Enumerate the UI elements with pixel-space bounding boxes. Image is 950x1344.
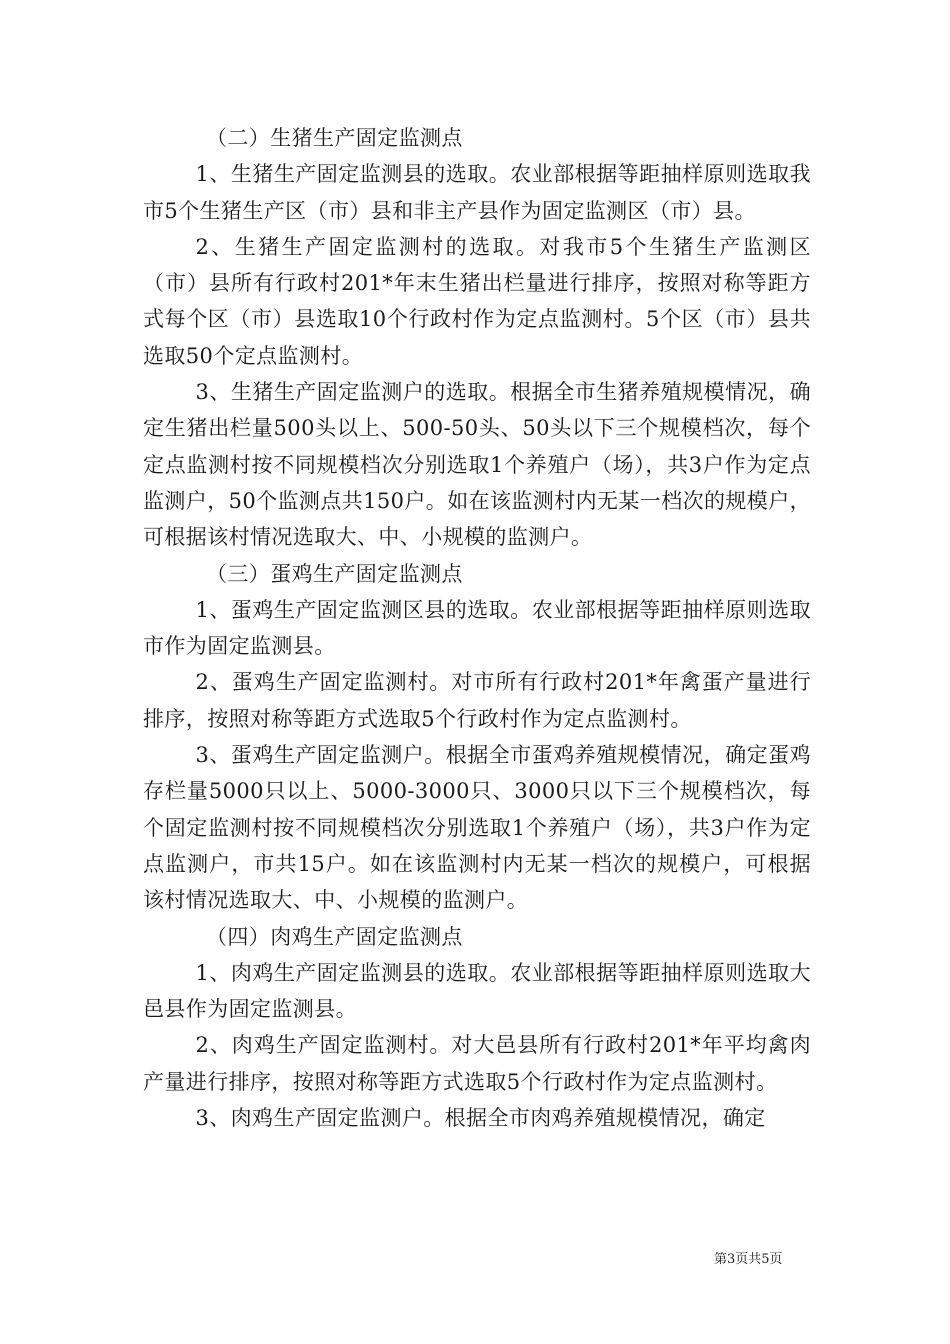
- page-number: 第3页共5页: [714, 1252, 783, 1267]
- section-heading-layer-chicken: （三）蛋鸡生产固定监测点: [206, 561, 463, 586]
- paragraph: 3、肉鸡生产固定监测户。根据全市肉鸡养殖规模情况，确定: [195, 1106, 766, 1131]
- paragraph: 2、蛋鸡生产固定监测村。对市所有行政村201*年禽蛋产量进行排序，按照对称等距方式选取5个行政村作为定点监测村。: [143, 670, 811, 731]
- paragraph: 1、蛋鸡生产固定监测区县的选取。农业部根据等距抽样原则选取市作为固定监测县。: [143, 597, 811, 659]
- section-heading-pig: （二）生猪生产固定监测点: [206, 126, 463, 150]
- paragraph: 2、肉鸡生产固定监测村。对大邑县所有行政村201*年平均禽肉产量进行排序，按照对称等距方式选取5个行政村作为定点监测村。: [143, 1033, 811, 1094]
- paragraph: 3、蛋鸡生产固定监测户。根据全市蛋鸡养殖规模情况，确定蛋鸡存栏量5000只以上、5000-3000只、3000只以下三个规模档次，每个固定监测村按不同规模档次分别选取1个养殖户（场），共3户作为定点监测户，市共15户。如在该监测村内无某一档次的规模户，可根据该村情况选取大、中、小规模的监测户。: [143, 743, 811, 913]
- paragraph: 1、生猪生产固定监测县的选取。农业部根据等距抽样原则选取我市5个生猪生产区（市）县和非主产县作为固定监测区（市）县。: [143, 162, 811, 223]
- section-heading-broiler-chicken: （四）肉鸡生产固定监测点: [206, 924, 463, 949]
- paragraph: 2、生猪生产固定监测村的选取。对我市5个生猪生产监测区（市）县所有行政村201*年末生猪出栏量进行排序，按照对称等距方式每个区（市）县选取10个行政村作为定点监测村。5个区（市）县共选取50个定点监测村。: [143, 234, 811, 368]
- document-body: [143, 120, 811, 1136]
- paragraph: 1、肉鸡生产固定监测县的选取。农业部根据等距抽样原则选取大邑县作为固定监测县。: [143, 960, 811, 1022]
- paragraph: 3、生猪生产固定监测户的选取。根据全市生猪养殖规模情况，确定生猪出栏量500头以上、500-50头、50头以下三个规模档次，每个定点监测村按不同规模档次分别选取1个养殖户（场），共3户作为定点监测户，50个监测点共150户。如在该监测村内无某一档次的规模户，可根据该村情况选取大、中、小规模的监测户。: [143, 380, 812, 550]
